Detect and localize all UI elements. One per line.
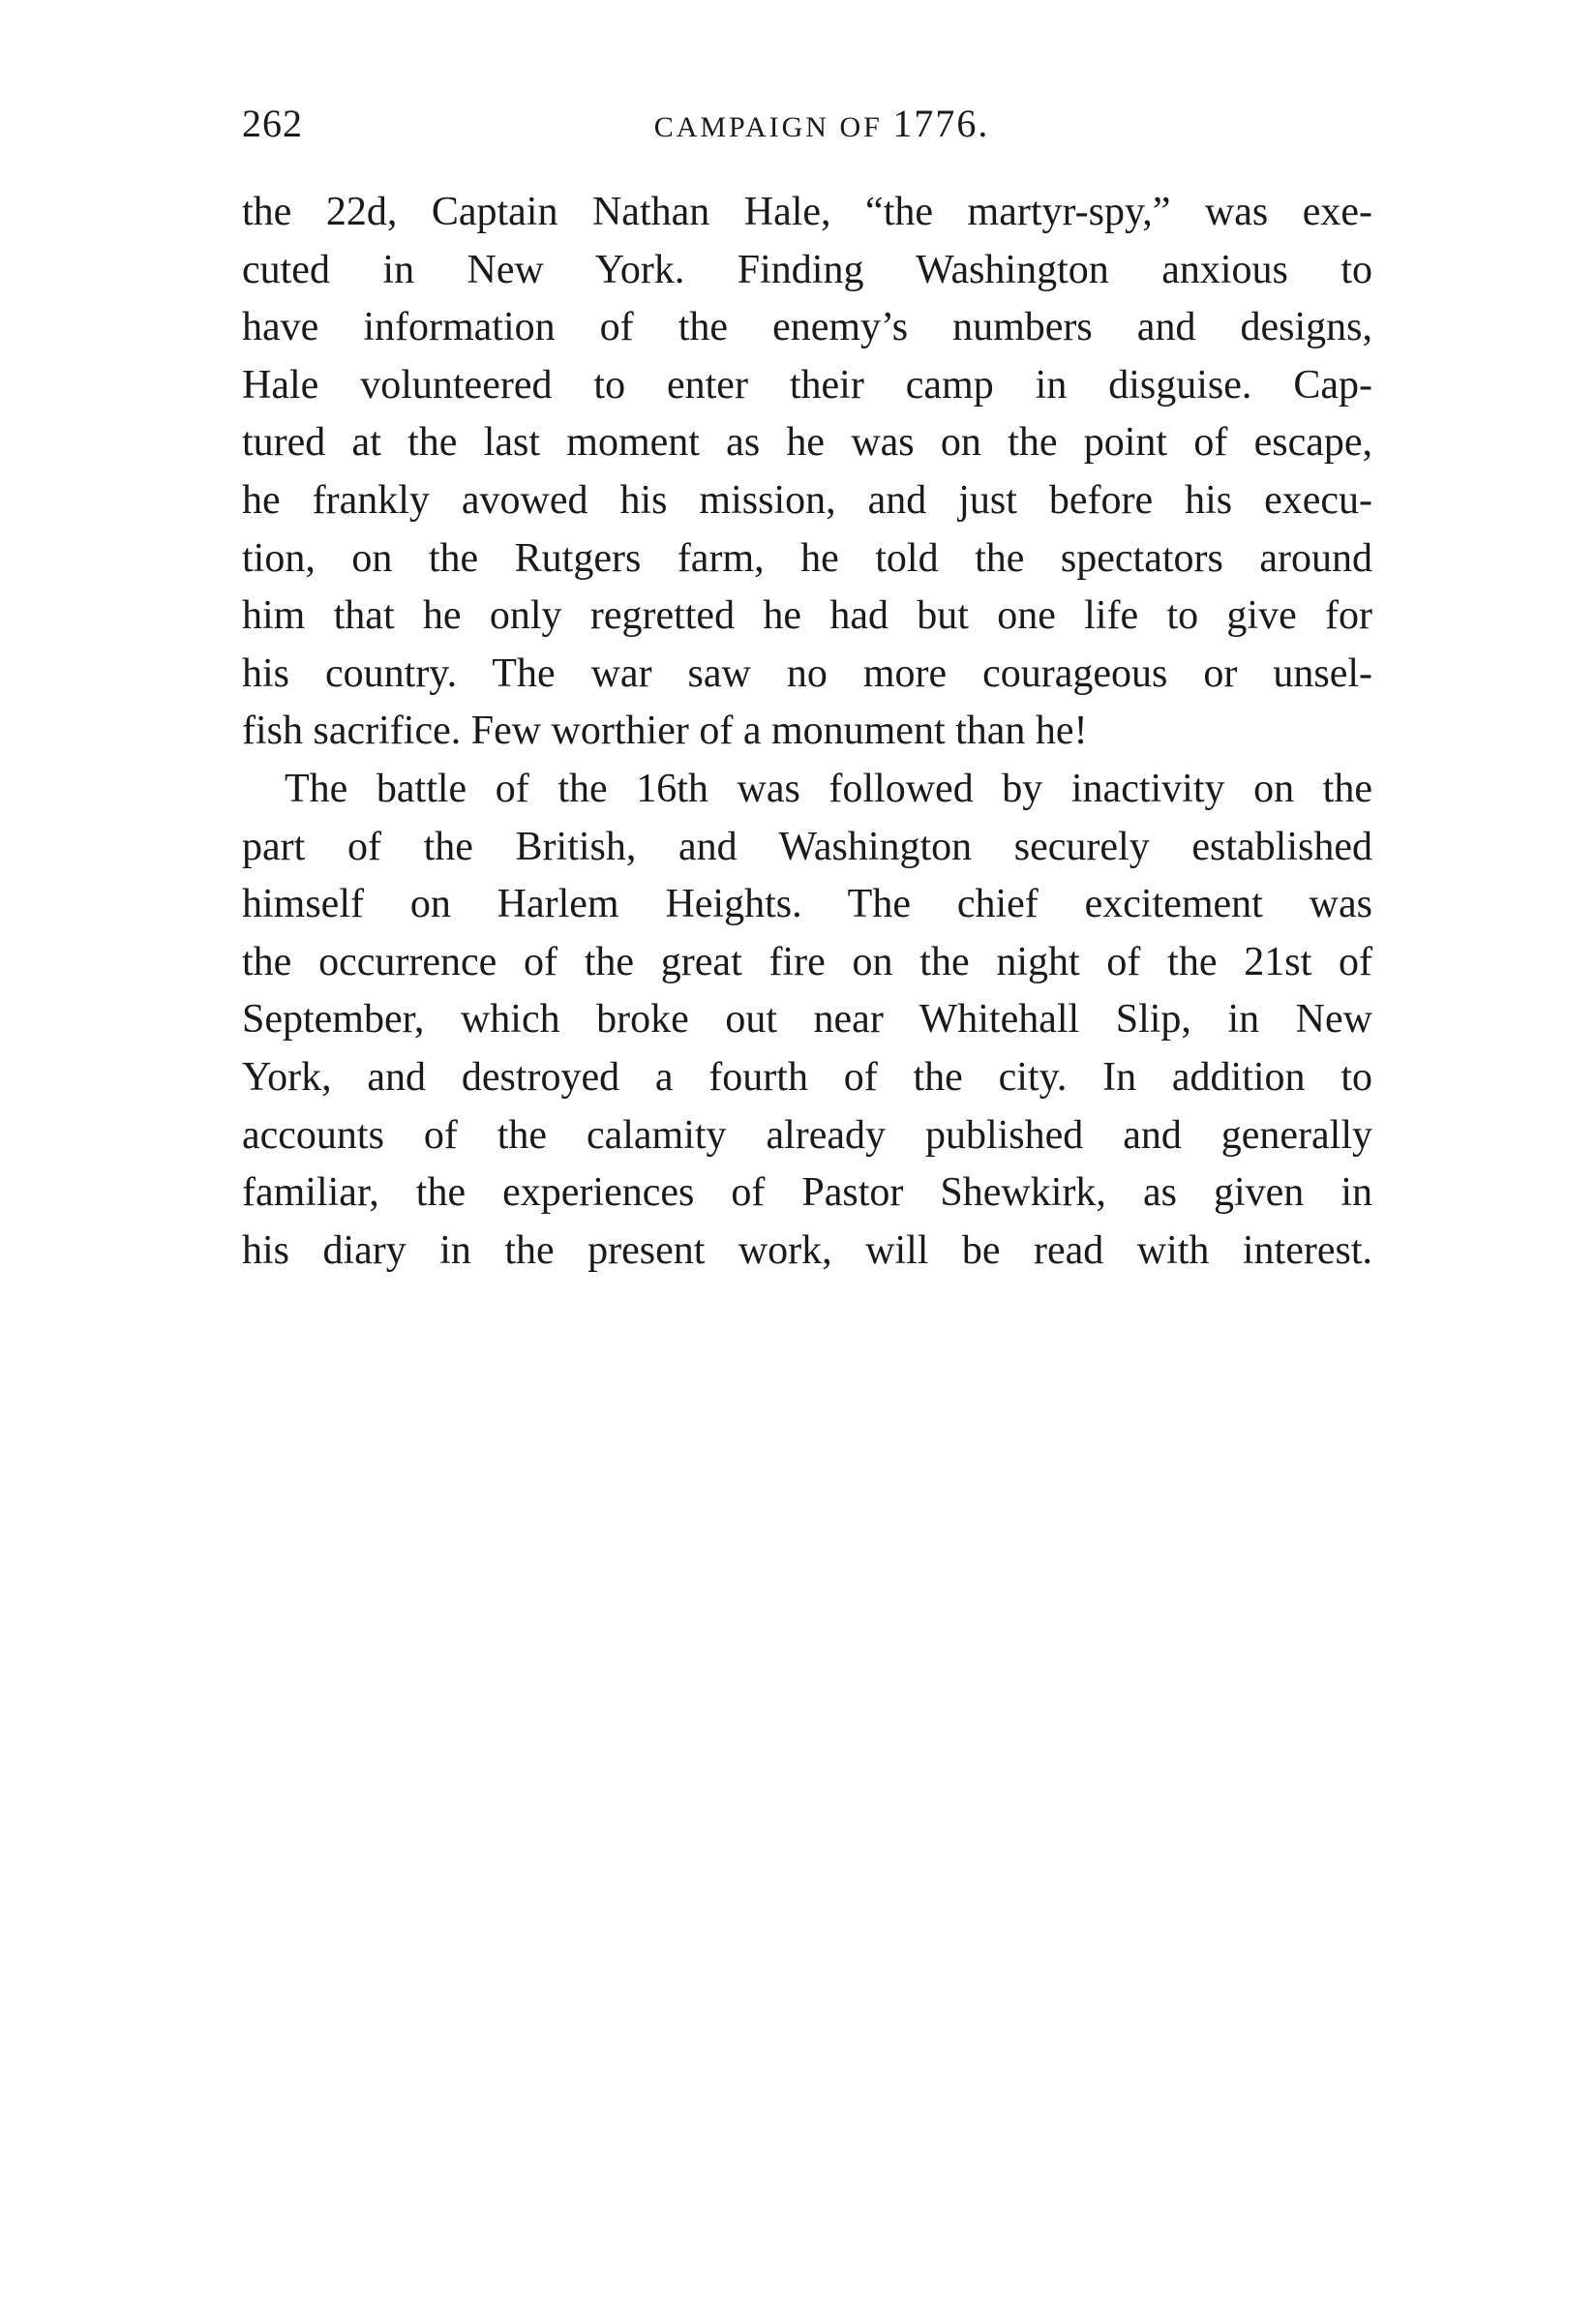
text-line: tured at the last moment as he was on the point of escape,: [242, 420, 1372, 466]
text-line: part of the British, and Washington securely established: [242, 824, 1372, 869]
text-line: the occurrence of the great fire on the night of the 21st of: [242, 939, 1372, 984]
page-number: 262: [242, 102, 303, 145]
text-line: his country. The war saw no more courageous or unsel-: [242, 650, 1372, 696]
text-line: York, and destroyed a fourth of the city. In addition to: [242, 1054, 1372, 1100]
text-line: September, which broke out near Whitehall Slip, in New: [242, 997, 1372, 1043]
text-line: he frankly avowed his mission, and just before his execu-: [242, 477, 1372, 523]
text-line: Hale volunteered to enter their camp in disguise. Cap-: [242, 362, 1372, 408]
body-text: [242, 184, 1372, 1280]
text-line: have information of the enemy’s numbers and designs,: [242, 305, 1372, 350]
running-head: [242, 95, 1372, 153]
text-line: accounts of the calamity already published and generally: [242, 1112, 1372, 1158]
paragraph-hale: [242, 184, 1372, 761]
running-title-text: CAMPAIGN OF: [653, 111, 893, 143]
text-line: fish sacrifice. Few worthier of a monument than he!: [242, 709, 1088, 754]
text-line: tion, on the Rutgers farm, he told the spectators around: [242, 535, 1372, 581]
text-line: the 22d, Captain Nathan Hale, “the martyr-spy,” was exe-: [242, 190, 1372, 234]
text-line: him that he only regretted he had but one life to give for: [242, 593, 1372, 639]
paragraph-fire: [242, 761, 1372, 1280]
text-line: cuted in New York. Finding Washington anxious to: [242, 247, 1372, 292]
text-line: himself on Harlem Heights. The chief excitement was: [242, 882, 1372, 927]
running-title-year: 1776.: [892, 102, 990, 145]
text-line: familiar, the experiences of Pastor Shewkirk, as given in: [242, 1170, 1372, 1216]
text-line: The battle of the 16th was followed by inactivity on the: [285, 766, 1372, 811]
text-line: his diary in the present work, will be read with interest.: [242, 1227, 1372, 1273]
running-title: [242, 95, 1372, 157]
